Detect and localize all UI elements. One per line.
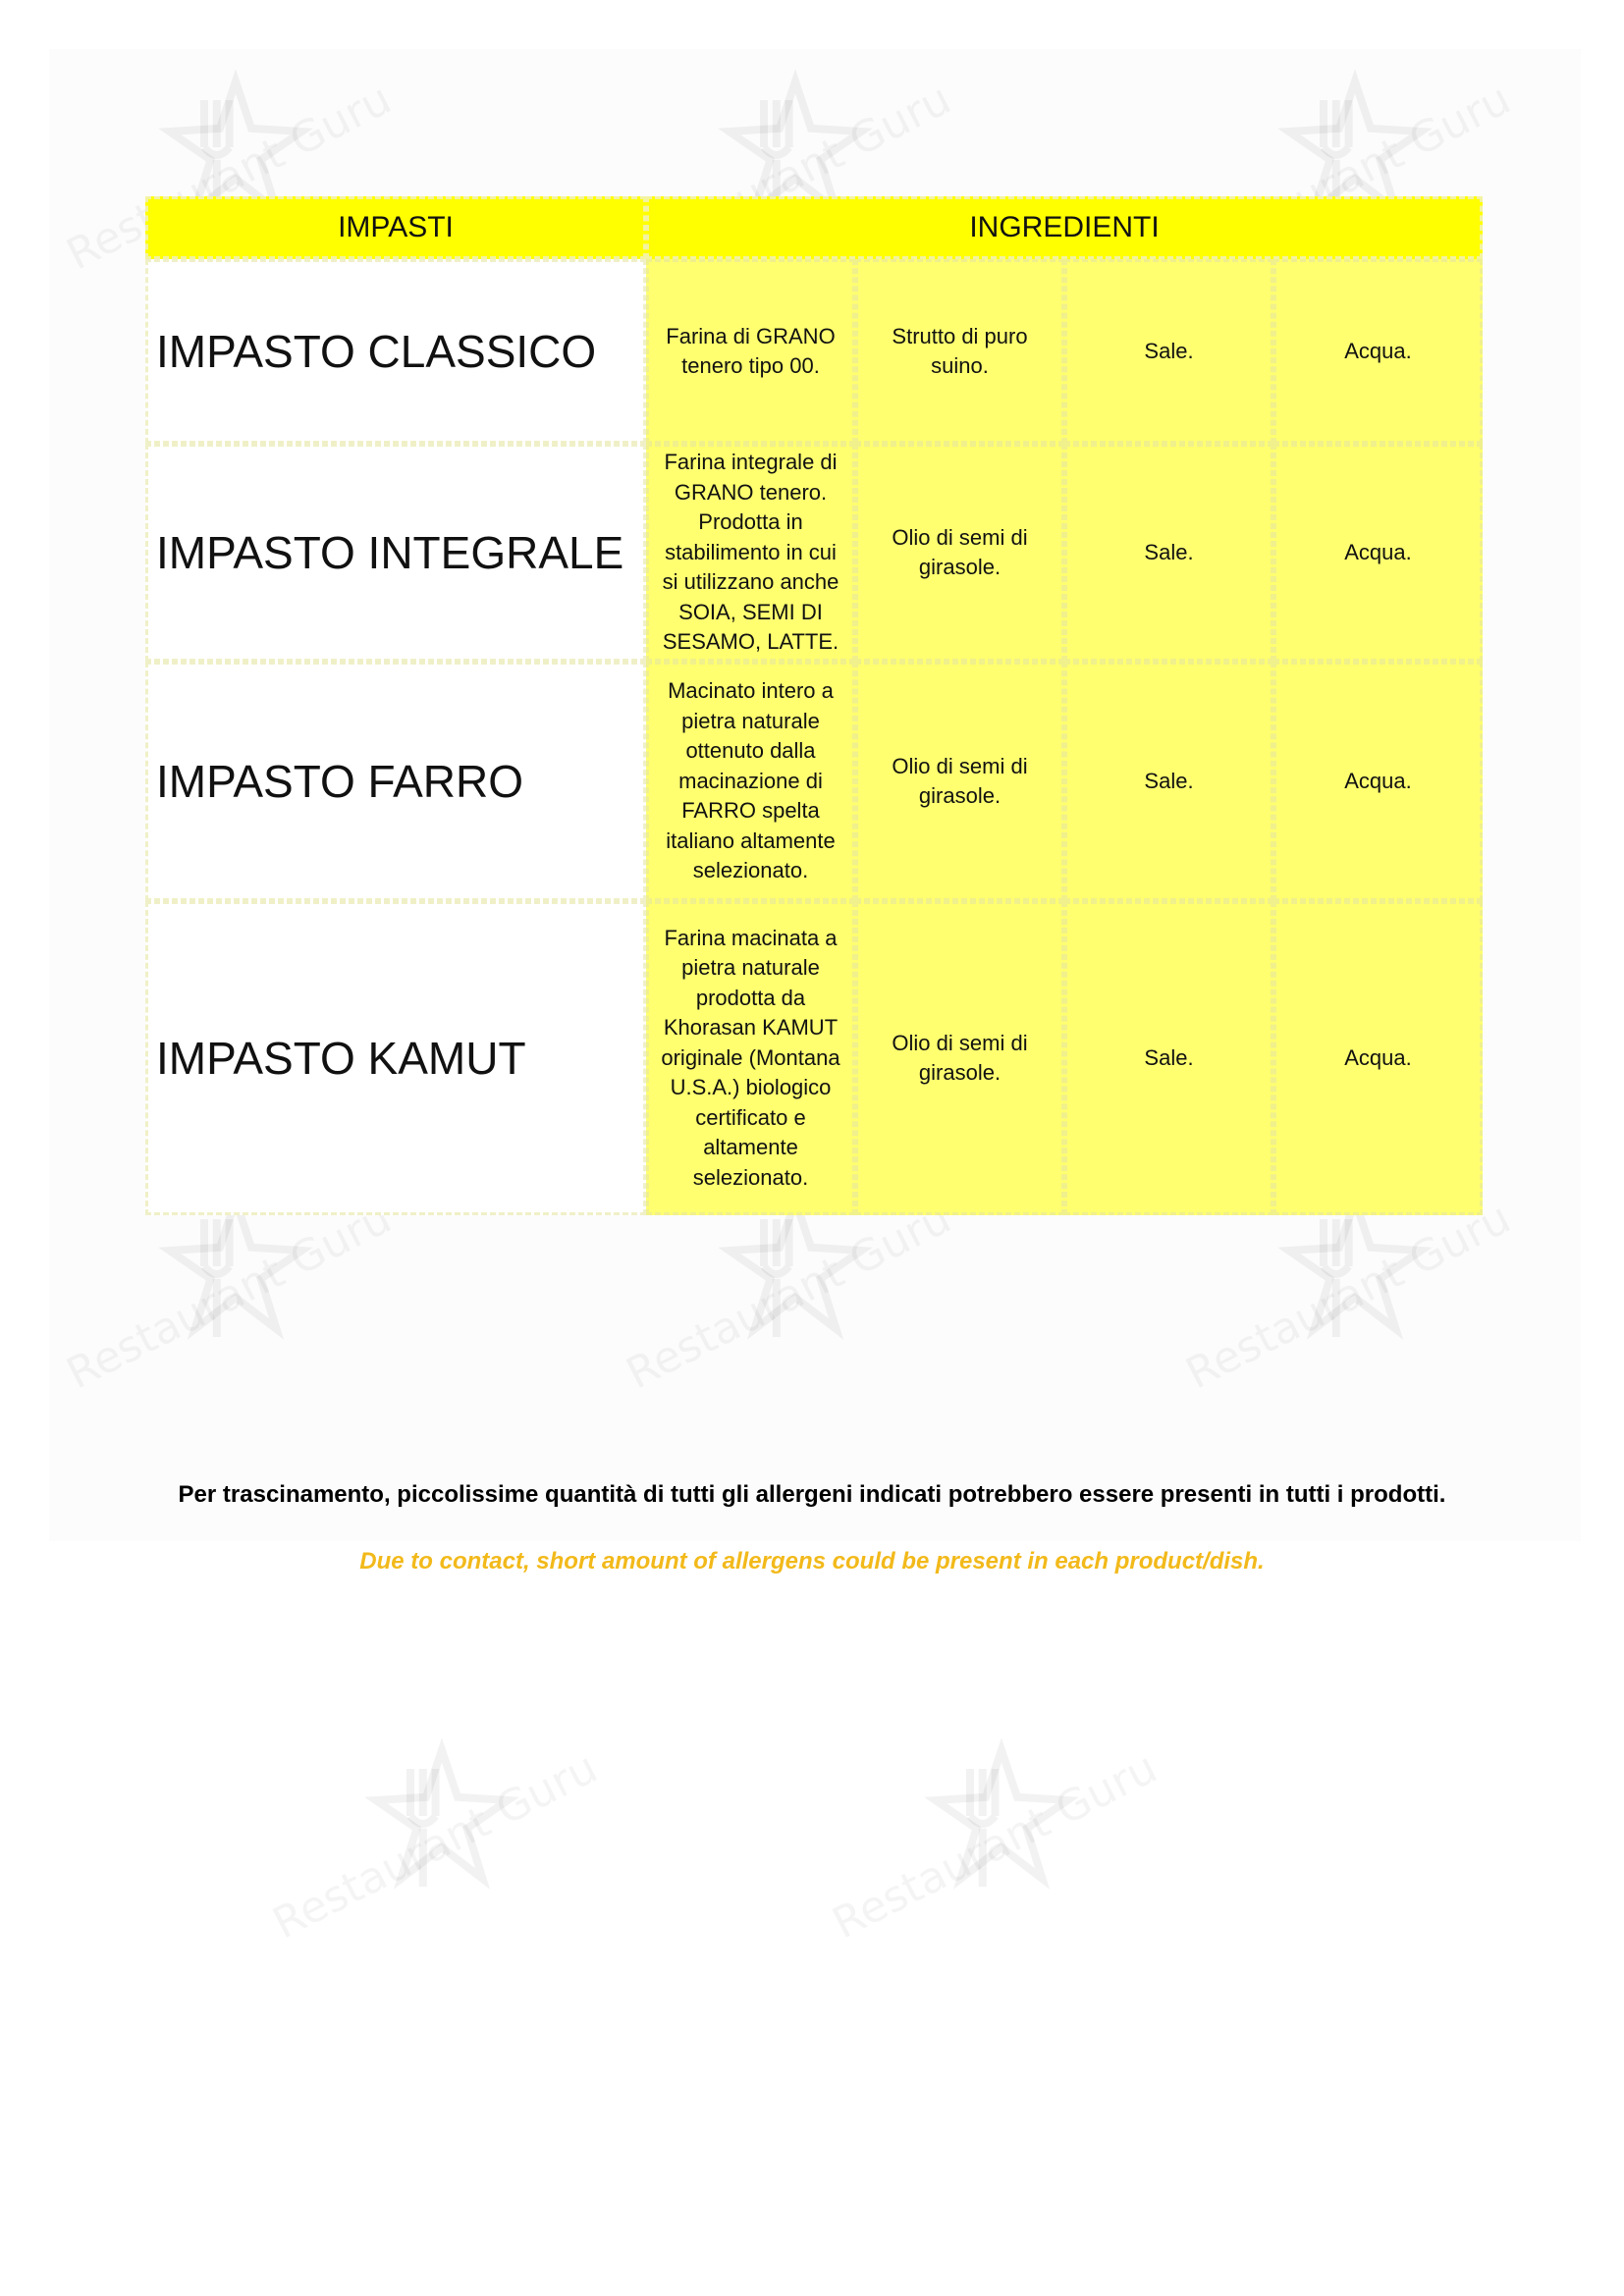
ingredient-cell: Farina di GRANO tenero tipo 00. [646, 259, 855, 444]
header-doughs: IMPASTI [145, 196, 646, 259]
watermark-text [619, 1193, 958, 1399]
ingredient-cell: Acqua. [1273, 662, 1483, 901]
watermark [59, 1188, 393, 1482]
header-ingredients: INGREDIENTI [646, 196, 1483, 259]
watermark-text [59, 1193, 399, 1399]
ingredient-cell: Sale. [1064, 444, 1273, 662]
ingredient-cell: Acqua. [1273, 259, 1483, 444]
ingredient-cell: Sale. [1064, 259, 1273, 444]
watermark-text [825, 1742, 1164, 1949]
ingredient-cell: Sale. [1064, 662, 1273, 901]
watermark-text [265, 1742, 605, 1949]
allergen-note-italian: Per trascinamento, piccolissime quantità di tutti gli allergeni indicati potrebbero essere presenti in tutti i prodotti. [178, 1481, 1446, 1508]
ingredient-cell: Olio di semi di girasole. [855, 901, 1064, 1215]
watermark-text [1178, 1193, 1518, 1399]
ingredient-cell: Farina macinata a pietra naturale prodotta da Khorasan KAMUT originale (Montana U.S.A.) biologico certificato e altamente selezionato. [646, 901, 855, 1215]
ingredient-cell: Macinato intero a pietra naturale ottenuto dalla macinazione di FARRO spelta italiano altamente selezionato. [646, 662, 855, 901]
dough-name: IMPASTO INTEGRALE [145, 444, 646, 662]
fork-star-logo-icon [363, 1737, 520, 1895]
dough-ingredients-table [145, 196, 1483, 1215]
fork-star-logo-icon [923, 1737, 1080, 1895]
dough-name: IMPASTO CLASSICO [145, 259, 646, 444]
watermark [1178, 1188, 1512, 1482]
ingredient-cell: Acqua. [1273, 444, 1483, 662]
ingredient-cell: Olio di semi di girasole. [855, 444, 1064, 662]
ingredient-cell: Acqua. [1273, 901, 1483, 1215]
dough-name: IMPASTO KAMUT [145, 901, 646, 1215]
watermark [265, 1737, 599, 2032]
watermark [619, 1188, 952, 1482]
ingredient-cell: Sale. [1064, 901, 1273, 1215]
allergen-note-english: Due to contact, short amount of allergens could be present in each product/dish. [359, 1548, 1265, 1575]
ingredient-cell: Strutto di puro suino. [855, 259, 1064, 444]
ingredient-cell: Farina integrale di GRANO tenero. Prodotta in stabilimento in cui si utilizzano anche SOIA, SEMI DI SESAMO, LATTE. [646, 444, 855, 662]
ingredient-cell: Olio di semi di girasole. [855, 662, 1064, 901]
watermark [825, 1737, 1159, 2032]
dough-name: IMPASTO FARRO [145, 662, 646, 901]
